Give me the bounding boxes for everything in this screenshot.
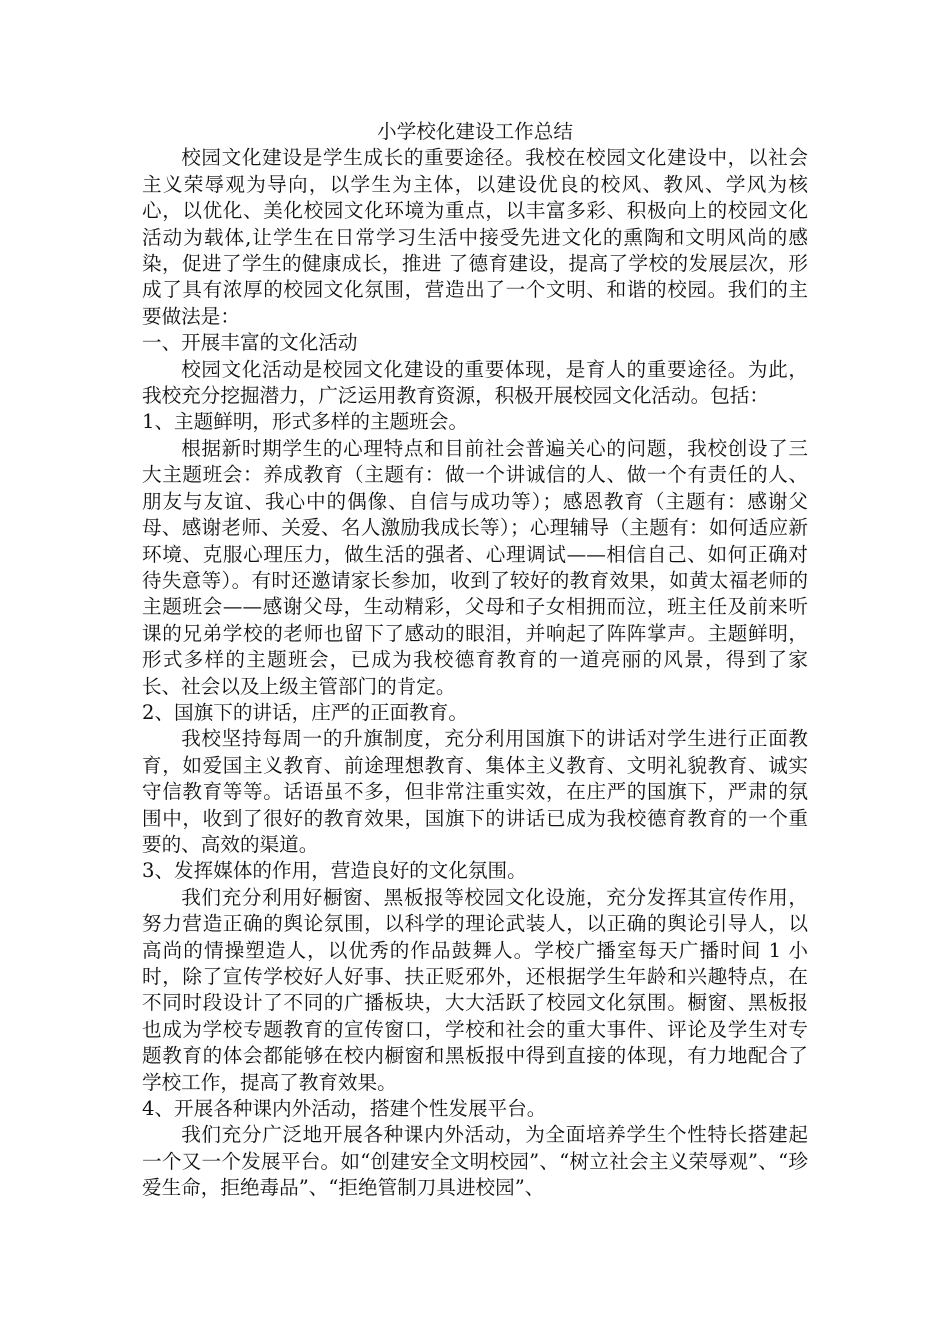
media-role-paragraph: 我们充分利用好橱窗、黑板报等校园文化设施，充分发挥其宣传作用，努力营造正确的舆论氛围，以科学的理论武装人，以正确的舆论引导人，以高尚的情操塑造人，以优秀的作品鼓舞人。学校广播室每天广播时间 1 小时，除了宣传学校好人好事、扶正贬邪外，还根据学生年龄和兴趣特点，在不同时段设计了不同的广播板块，大大活跃了校园文化氛围。橱窗、黑板报也成为学校专题教育的宣传窗口，学校和社会的重大事件、评论及学生对专题教育的体会都能够在校内橱窗和黑板报中得到直接的体现，有力地配合了学校工作，提高了教育效果。 bbox=[142, 885, 808, 1094]
flag-speech-paragraph: 我校坚持每周一的升旗制度，充分利用国旗下的讲话对学生进行正面教育，如爱国主义教育、前途理想教育、集体主义教育、文明礼貌教育、诚实守信教育等等。话语虽不多，但非常注重实效，在庄严的国旗下，严肃的氛围中，收到了很好的教育效果，国旗下的讲话已成为我校德育教育的一个重要的、高效的渠道。 bbox=[142, 727, 808, 856]
intro-paragraph: 校园文化建设是学生成长的重要途径。我校在校园文化建设中，以社会主义荣辱观为导向，以学生为主体，以建设优良的校风、教风、学风为核心，以优化、美化校园文化环境为重点，以丰富多彩、积极向上的校园文化活动为载体,让学生在日常学习生活中接受先进文化的熏陶和文明风尚的感染，促进了学生的健康成长，推进 了德育建设，提高了学校的发展层次，形成了具有浓厚的校园文化氛围，营造出了一个文明、和谐的校园。我们的主要做法是： bbox=[142, 146, 808, 328]
section-heading-1: 一、开展丰富的文化活动 bbox=[142, 331, 358, 355]
theme-class-meeting-paragraph: 根据新时期学生的心理特点和目前社会普遍关心的问题，我校创设了三大主题班会：养成教育（主题有：做一个讲诚信的人、做一个有责任的人、朋友与友谊、我心中的偶像、自信与成功等）；感恩教育（主题有：感谢父母、感谢老师、关爱、名人激励我成长等）；心理辅导（主题有：如何适应新环境、克服心理压力，做生活的强者、心理调试——相信自己、如何正确对待失意等）。有时还邀请家长参加，收到了较好的教育效果，如黄太福老师的主题班会——感谢父母，生动精彩，父母和子女相拥而泣，班主任及前来听课的兄弟学校的老师也留下了感动的眼泪，并响起了阵阵掌声。主题鲜明，形式多样的主题班会，已成为我校德育教育的一道亮丽的风景，得到了家长、社会以及上级主管部门的肯定。 bbox=[142, 436, 808, 698]
subheading-media-role: 3、发挥媒体的作用，营造良好的文化氛围。 bbox=[142, 859, 527, 883]
section-1-paragraph: 校园文化活动是校园文化建设的重要体现，是育人的重要途径。为此，我校充分挖掘潜力，广泛运用教育资源，积极开展校园文化活动。包括： bbox=[142, 357, 808, 408]
document-title: 小学校化建设工作总结 bbox=[377, 120, 573, 143]
subheading-activities: 4、开展各种课内外活动，搭建个性发展平台。 bbox=[142, 1097, 547, 1121]
activities-paragraph: 我们充分广泛地开展各种课内外活动，为全面培养学生个性特长搭建起一个又一个发展平台。如“创建安全文明校园”、“树立社会主义荣辱观”、“珍爱生命，拒绝毒品”、“拒绝管制刀具进校园”、 bbox=[142, 1123, 808, 1200]
document-page bbox=[142, 119, 808, 1202]
subheading-flag-speech: 2、国旗下的讲话，庄严的正面教育。 bbox=[142, 700, 468, 724]
subheading-theme-class-meeting: 1、主题鲜明，形式多样的主题班会。 bbox=[142, 410, 468, 434]
